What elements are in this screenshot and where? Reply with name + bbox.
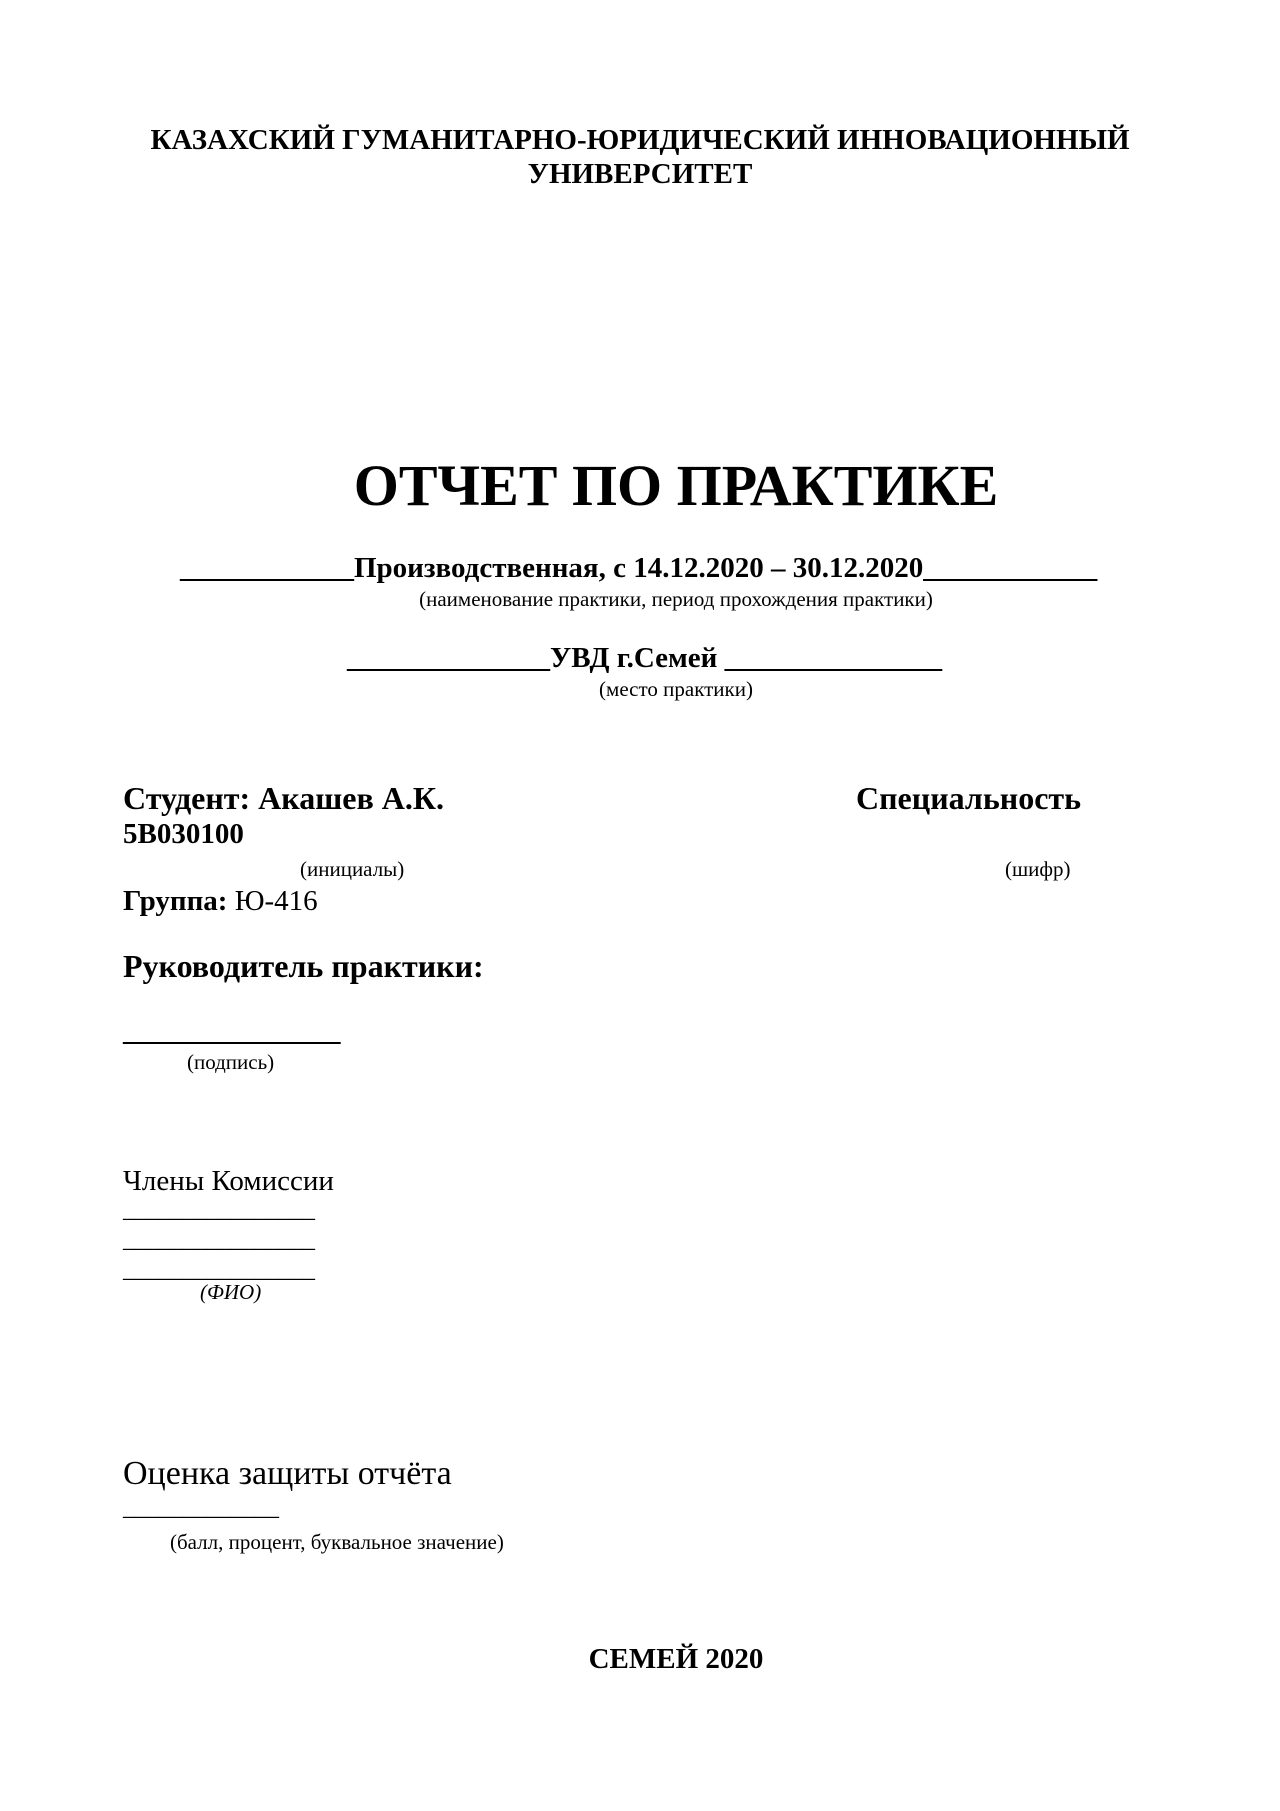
commission-member-line: ________________ <box>123 1257 315 1283</box>
group-label: Группа: <box>123 885 228 917</box>
supervisor-signature-line: _______________ <box>123 1015 341 1047</box>
grade-caption: (балл, процент, буквальное значение) <box>170 1530 504 1554</box>
practice-place: ______________УВД г.Семей _______________ <box>347 642 943 674</box>
grade-line: _____________ <box>123 1495 279 1521</box>
speciality-label: Специальность <box>856 780 1082 816</box>
university-name-line-1: КАЗАХСКИЙ ГУМАНИТАРНО-ЮРИДИЧЕСКИЙ ИННОВАЦИОННЫЙ <box>150 124 1130 156</box>
commission-member-line: ________________ <box>123 1227 315 1253</box>
place-caption: (место практики) <box>599 677 753 701</box>
student-group <box>123 885 318 918</box>
group-value: Ю-416 <box>227 885 318 917</box>
fio-caption: (ФИО) <box>200 1280 262 1304</box>
supervisor-label: Руководитель практики: <box>123 948 484 984</box>
city-year: СЕМЕЙ 2020 <box>588 1643 764 1675</box>
student-name: Студент: Акашев А.К. <box>123 780 445 816</box>
commission-member-line: ________________ <box>123 1197 315 1223</box>
initials-caption: (инициалы) <box>300 857 405 881</box>
report-title: ОТЧЕТ ПО ПРАКТИКЕ <box>353 453 999 518</box>
grade-label: Оценка защиты отчёта <box>123 1455 452 1492</box>
practice-name-period: ____________Производственная, с 14.12.2020 – 30.12.2020____________ <box>180 552 1098 584</box>
commission-label: Члены Комиссии <box>123 1165 334 1197</box>
speciality-code: 5В030100 <box>123 818 244 850</box>
signature-caption: (подпись) <box>187 1050 275 1074</box>
practice-caption: (наименование практики, период прохождения практики) <box>419 587 933 611</box>
university-name-line-2: УНИВЕРСИТЕТ <box>527 158 753 190</box>
cipher-caption: (шифр) <box>1005 857 1071 881</box>
